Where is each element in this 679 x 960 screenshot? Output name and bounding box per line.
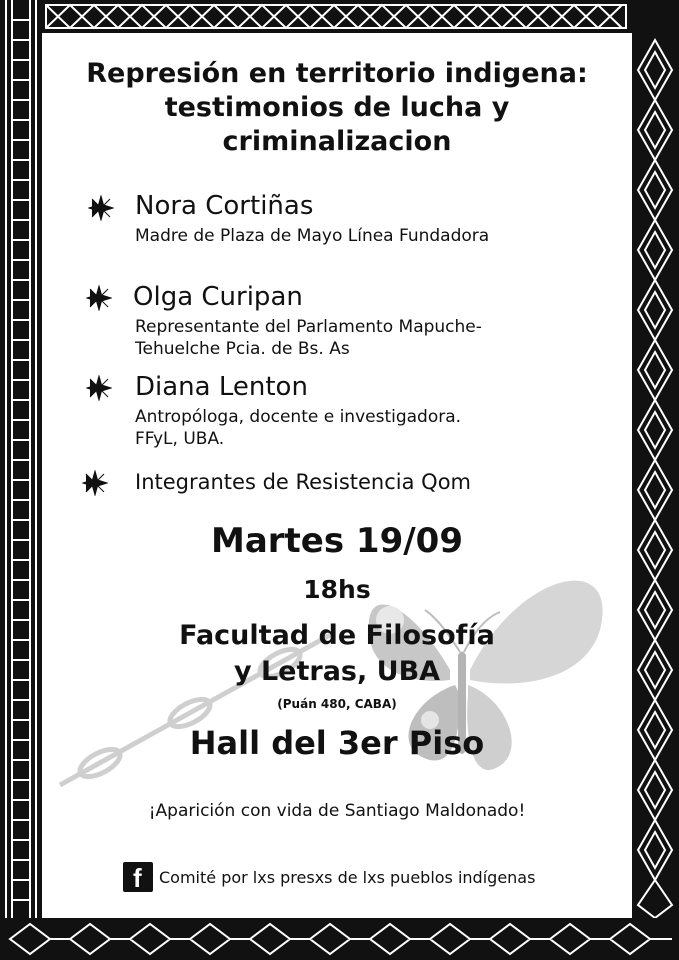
speaker-role: Madre de Plaza de Mayo Línea Fundadora: [135, 226, 490, 246]
chain-illustration: [40, 575, 360, 805]
event-room: Hall del 3er Piso: [189, 724, 485, 762]
speaker-name: Olga Curipan: [133, 282, 303, 312]
speaker-role: FFyL, UBA.: [135, 429, 225, 449]
event-venue-line-2: y Letras, UBA: [233, 656, 441, 687]
title-line-3: criminalizacion: [222, 126, 452, 157]
speaker-name: Diana Lenton: [135, 372, 308, 402]
star-bullet-icon: [86, 375, 112, 401]
top-pattern-border: [0, 0, 679, 33]
title-line-2: testimonios de lucha y: [164, 92, 510, 123]
slogan: ¡Aparición con vida de Santiago Maldonado!: [148, 801, 526, 821]
star-bullet-icon: [82, 470, 108, 496]
poster-title: [42, 57, 632, 159]
star-bullet-icon: [86, 285, 112, 311]
right-pattern-border: [632, 0, 679, 960]
facebook-icon: f: [123, 862, 153, 892]
footer-organizer: Comité por lxs presxs de lxs pueblos indígenas: [159, 868, 536, 887]
speaker-role: Representante del Parlamento Mapuche-: [135, 317, 482, 337]
event-venue-line-1: Facultad de Filosofía: [179, 620, 495, 651]
event-date: Martes 19/09: [211, 521, 463, 561]
title-line-1: Represión en territorio indigena:: [86, 58, 588, 89]
star-bullet-icon: [88, 195, 114, 221]
event-time: 18hs: [303, 575, 371, 604]
event-address: (Puán 480, CABA): [277, 697, 397, 711]
speaker-role: Tehuelche Pcia. de Bs. As: [135, 339, 350, 359]
bottom-pattern-border: [0, 918, 679, 960]
left-pattern-border: [0, 0, 42, 960]
speaker-name: Nora Cortiñas: [135, 191, 314, 221]
speaker-role: Antropóloga, docente e investigadora.: [135, 407, 462, 427]
speaker-group: Integrantes de Resistencia Qom: [135, 470, 471, 494]
